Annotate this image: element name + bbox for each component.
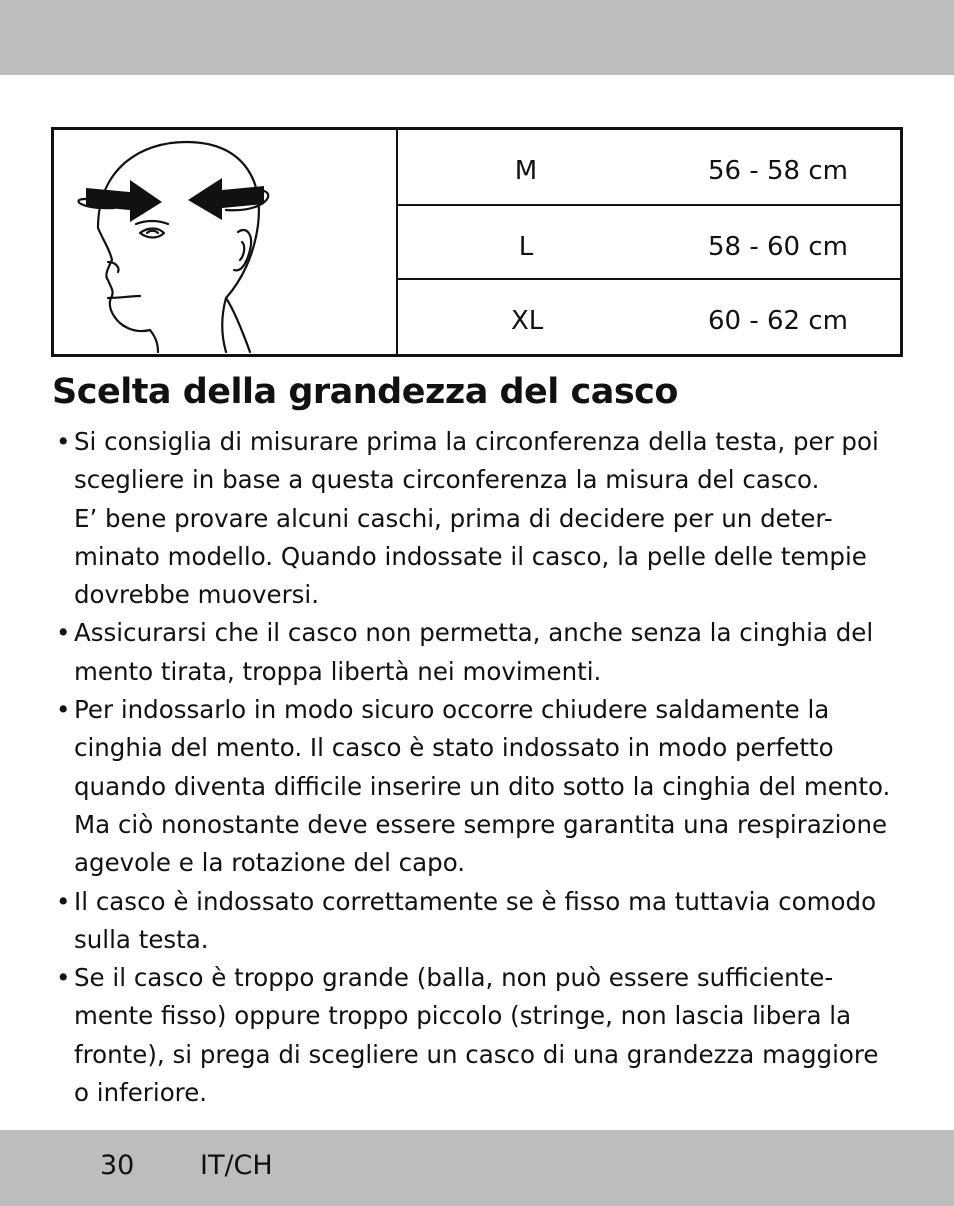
- bullet-icon: •: [56, 963, 71, 993]
- head-measurement-illustration: [54, 130, 396, 354]
- header-band: [0, 0, 954, 75]
- section-heading: Scelta della grandezza del casco: [52, 372, 678, 412]
- bullet-icon: •: [56, 427, 71, 456]
- list-item-text: Il casco è indossato correttamente se è fisso ma tuttavia comodo sulla testa.: [74, 886, 877, 954]
- list-item-text: Si consiglia di misurare prima la circonferenza della testa, per poi scegliere in base a questa circonferenza la misura del casco. E’ bene provare alcuni caschi, prima di decidere per un deter- minato modello. Quando indossate il casco, la pelle delle tempie dovrebbe muoversi.: [74, 427, 879, 610]
- size-label: XL: [511, 306, 544, 336]
- size-row-m: [398, 130, 900, 202]
- size-range: 58 - 60 cm: [708, 232, 848, 262]
- size-table: [51, 127, 903, 357]
- bullet-icon: •: [56, 618, 71, 648]
- page-number: 30: [100, 1150, 135, 1181]
- size-range: 60 - 62 cm: [708, 306, 848, 336]
- list-item-text: Per indossarlo in modo sicuro occorre chiudere saldamente la cinghia del mento. Il casco è stato indossato in modo perfetto quando diventa difficile inserire un dito sotto la cinghia del mento. Ma ciò nonostante deve essere sempre garantita una respirazione agevole e la rotazione del capo.: [74, 695, 891, 878]
- list-item: [52, 691, 902, 882]
- footer-band: [0, 1130, 954, 1206]
- list-item: [52, 959, 902, 1112]
- size-range: 56 - 58 cm: [708, 156, 848, 186]
- size-row-xl: [398, 278, 900, 350]
- list-item: [52, 883, 902, 960]
- list-item: [52, 614, 902, 691]
- list-item-text: Assicurarsi che il casco non permetta, anche senza la cinghia del mento tirata, troppa libertà nei movimenti.: [74, 618, 874, 686]
- page-locale: IT/CH: [200, 1150, 273, 1181]
- list-item-text: Se il casco è troppo grande (balla, non può essere sufficiente- mente fisso) oppure troppo piccolo (stringe, non lascia libera la fronte), si prega di scegliere un casco di una grandezza maggiore o inferiore.: [74, 963, 879, 1108]
- bullet-icon: •: [56, 695, 71, 725]
- size-label: M: [514, 156, 538, 186]
- instructions-list: [52, 423, 902, 1112]
- bullet-icon: •: [56, 886, 71, 916]
- list-item: [52, 423, 902, 614]
- size-label: L: [518, 232, 534, 262]
- size-row-l: [398, 204, 900, 278]
